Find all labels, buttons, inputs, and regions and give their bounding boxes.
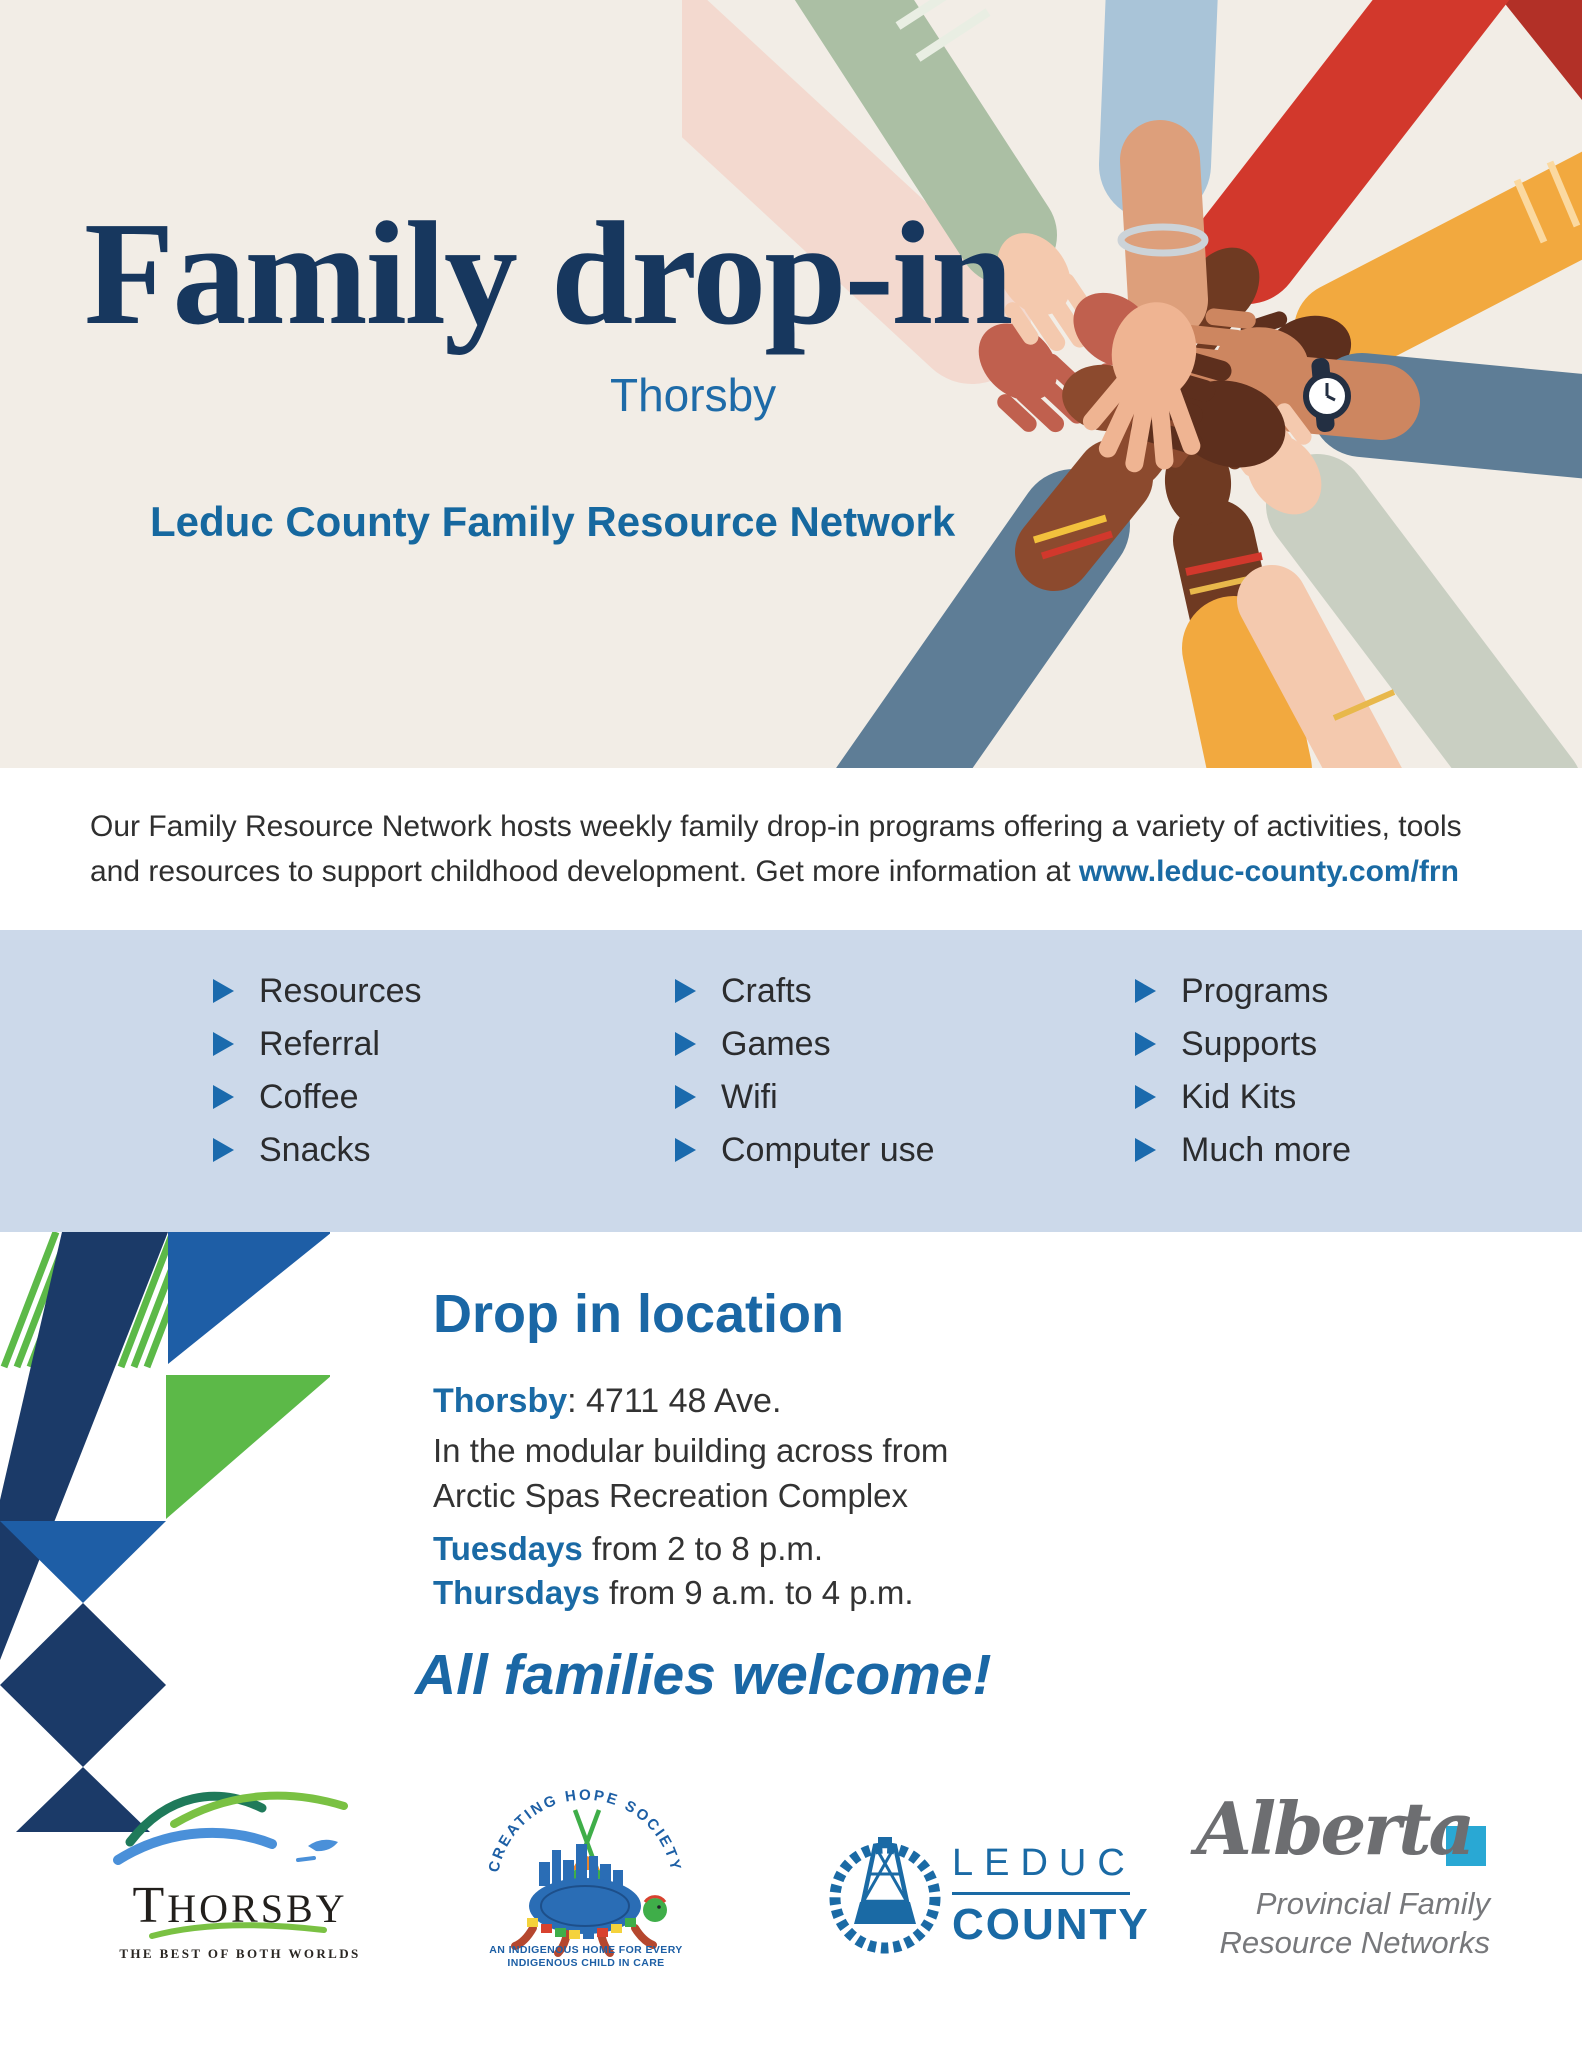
- features-column-2: [675, 971, 935, 1169]
- bullet-triangle-icon: [213, 1085, 234, 1109]
- list-item: [1135, 1077, 1351, 1116]
- thorsby-logo-tagline: THE BEST OF BOTH WORLDS: [119, 1946, 361, 1961]
- location-heading: Drop in location: [433, 1284, 844, 1344]
- bullet-triangle-icon: [675, 979, 696, 1003]
- creating-hope-caption-line-2: INDIGENOUS CHILD IN CARE: [507, 1956, 665, 1969]
- list-item: [675, 1024, 935, 1063]
- intro-line-2-text: and resources to support childhood development. Get more information at: [90, 855, 1079, 888]
- schedule-tuesday-label: Tuesdays: [433, 1530, 583, 1567]
- feature-label: Kid Kits: [1181, 1077, 1297, 1116]
- feature-label: Resources: [259, 971, 422, 1010]
- org-name: Leduc County Family Resource Network: [150, 498, 956, 545]
- feature-label: Programs: [1181, 971, 1329, 1010]
- list-item: [1135, 1130, 1352, 1169]
- list-item: [1135, 1024, 1351, 1063]
- feature-label: Supports: [1181, 1024, 1318, 1063]
- leduc-county-logo-icon: [822, 1834, 948, 1960]
- thorsby-logo-wordmark: THORSBY: [132, 1877, 348, 1934]
- feature-label: Much more: [1181, 1130, 1352, 1169]
- intro-line-2: [90, 849, 1462, 894]
- location-address: [433, 1382, 781, 1421]
- list-item: [675, 1130, 935, 1169]
- location-place-rest: : 4711 48 Ave.: [567, 1382, 782, 1420]
- intro-line-1: Our Family Resource Network hosts weekly family drop-in programs offering a variety of activities, tools: [90, 810, 1462, 843]
- list-item: [675, 971, 935, 1010]
- arm-bluegray-sleeve-watch: [1294, 357, 1582, 432]
- feature-label: Computer use: [721, 1130, 935, 1169]
- geometric-decoration: [0, 1232, 330, 1832]
- bullet-triangle-icon: [1135, 1138, 1156, 1162]
- feature-label: Crafts: [721, 971, 812, 1010]
- bullet-triangle-icon: [213, 979, 234, 1003]
- bullet-triangle-icon: [675, 1032, 696, 1056]
- leduc-wordmark-line-2: COUNTY: [952, 1900, 1150, 1949]
- features-band: [0, 930, 1582, 1232]
- schedule-tuesday: [433, 1530, 823, 1568]
- alberta-caption-line-2: Resource Networks: [1219, 1925, 1490, 1960]
- features-column-3: [1135, 971, 1352, 1169]
- list-item: [675, 1077, 935, 1116]
- schedule-thursday: [433, 1574, 914, 1612]
- leduc-wordmark-divider: [952, 1892, 1130, 1895]
- creating-hope-arc-text: CREATING HOPE SOCIETY: [485, 1788, 685, 1875]
- location-desc-line-2: Arctic Spas Recreation Complex: [433, 1477, 909, 1514]
- list-item: [213, 1130, 422, 1169]
- green-triangle: [166, 1375, 330, 1519]
- bullet-triangle-icon: [1135, 1085, 1156, 1109]
- page-title: Family drop-in: [84, 192, 1012, 356]
- feature-label: Coffee: [259, 1077, 359, 1116]
- schedule-thursday-rest: from 9 a.m. to 4 p.m.: [599, 1574, 914, 1611]
- welcome-tagline: All families welcome!: [415, 1643, 992, 1707]
- schedule-tuesday-rest: from 2 to 8 p.m.: [582, 1530, 824, 1567]
- list-item: [1135, 971, 1351, 1010]
- alberta-logo-wordmark: Alberta: [1196, 1786, 1473, 1871]
- bullet-triangle-icon: [213, 1032, 234, 1056]
- bullet-triangle-icon: [1135, 1032, 1156, 1056]
- location-desc-line-1: In the modular building across from: [433, 1432, 949, 1469]
- features-column-1: [213, 971, 422, 1169]
- frn-url-link[interactable]: www.leduc-county.com/frn: [1078, 855, 1459, 888]
- thorsby-logo-swoosh-icon: [148, 1922, 328, 1942]
- page-subtitle: Thorsby: [610, 369, 777, 421]
- intro-section: [0, 768, 1582, 930]
- turtle-icon: [515, 1810, 667, 1953]
- stacked-hands-illustration: [682, 0, 1582, 770]
- location-place-label: Thorsby: [433, 1382, 568, 1420]
- leduc-county-wordmark: [952, 1842, 1150, 1950]
- header-section: [0, 0, 1582, 768]
- thorsby-logo-waves-icon: [112, 1782, 362, 1874]
- bullet-triangle-icon: [675, 1085, 696, 1109]
- list-item: [213, 1077, 422, 1116]
- schedule-thursday-label: Thursdays: [433, 1574, 600, 1611]
- alberta-logo-caption: [1180, 1884, 1490, 1962]
- alberta-caption-line-1: Provincial Family: [1255, 1886, 1490, 1921]
- feature-label: Referral: [259, 1024, 380, 1063]
- blue-triangle-top: [168, 1232, 330, 1364]
- navy-diamond: [0, 1603, 166, 1767]
- feature-label: Wifi: [721, 1077, 778, 1116]
- bullet-triangle-icon: [213, 1138, 234, 1162]
- arm-denim-sleeve: [1121, 0, 1205, 300]
- intro-paragraph: [90, 804, 1462, 894]
- list-item: [213, 1024, 422, 1063]
- feature-label: Games: [721, 1024, 831, 1063]
- bullet-triangle-icon: [1135, 979, 1156, 1003]
- list-item: [213, 971, 422, 1010]
- creating-hope-caption: [430, 1944, 742, 1969]
- bullet-triangle-icon: [675, 1138, 696, 1162]
- feature-label: Snacks: [259, 1130, 371, 1169]
- creating-hope-caption-line-1: AN INDIGENOUS HOME FOR EVERY: [489, 1944, 683, 1956]
- leduc-wordmark-line-1: LEDUC: [952, 1842, 1136, 1884]
